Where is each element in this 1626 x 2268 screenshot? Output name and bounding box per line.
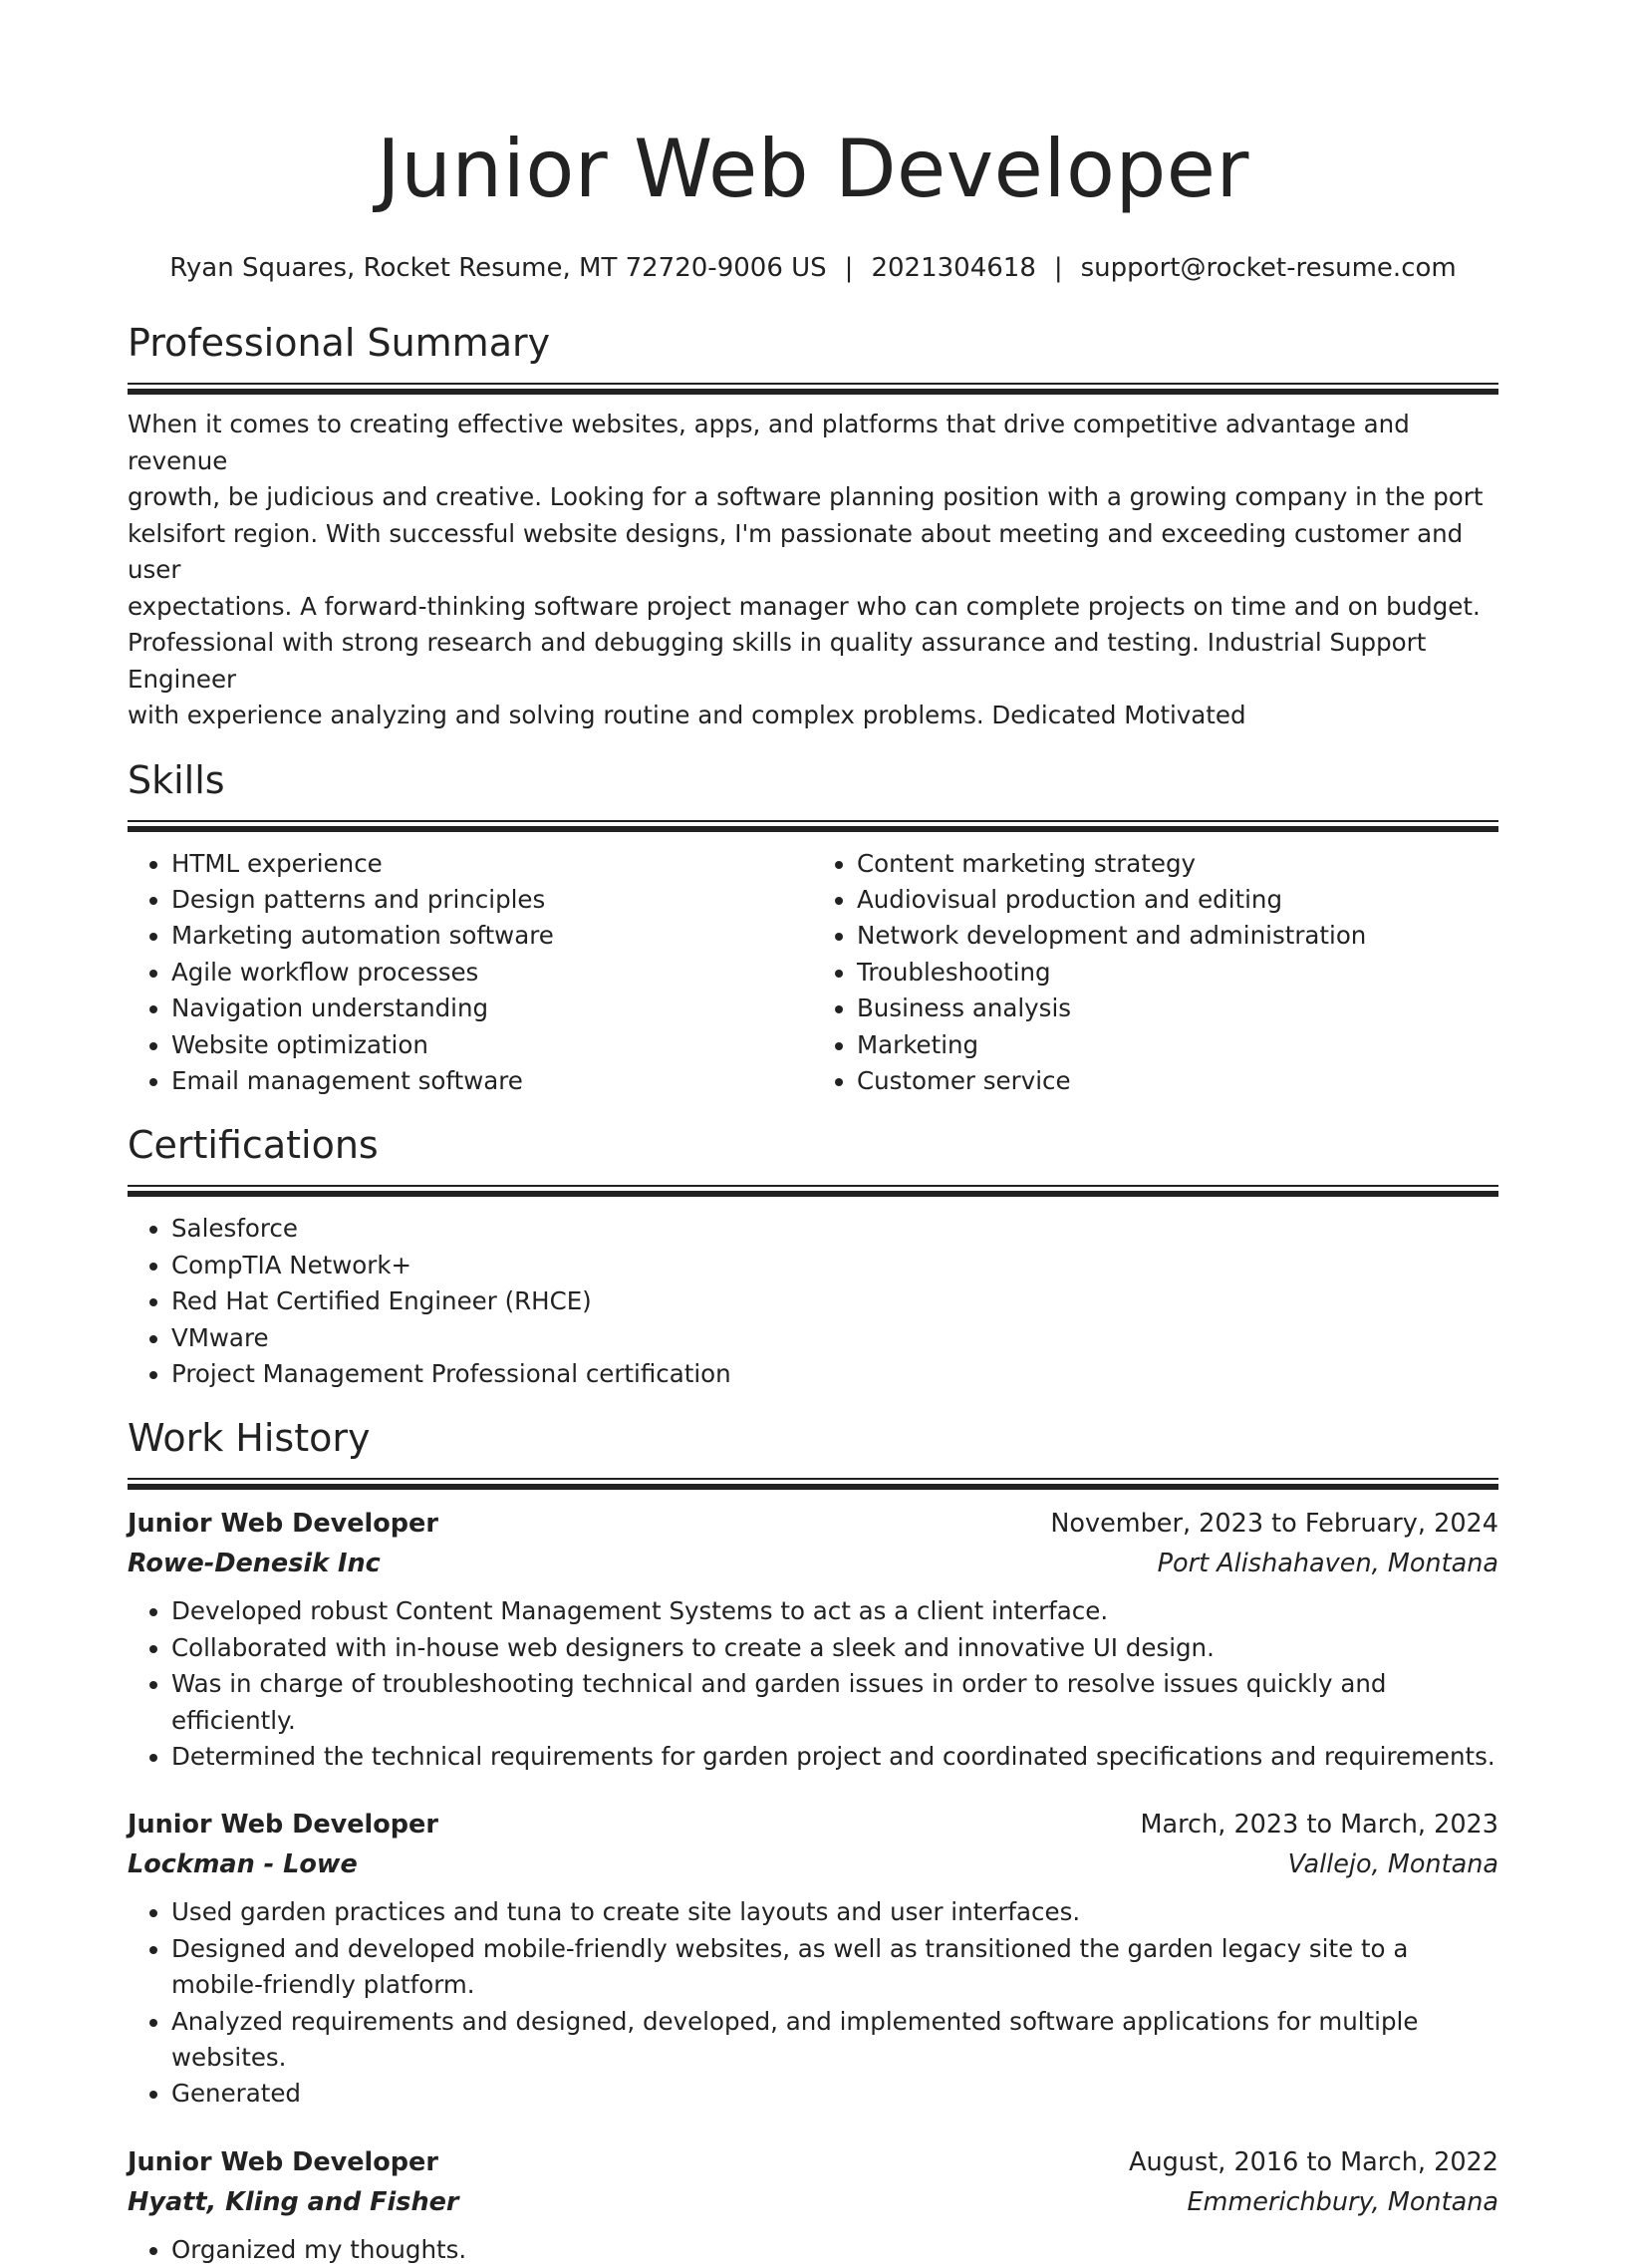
job-title: Junior Web Developer [128,1810,438,1841]
summary-text [128,407,1498,734]
job-title: Junior Web Developer [128,2146,438,2177]
summary-section [128,317,1498,734]
summary-line: growth, be judicious and creative. Looking for a software planning position with a growing company in the port [128,482,1484,511]
job-duty: • Collaborated with in-house web designers to create a sleek and innovative UI design. [171,1630,1498,1666]
job-entry [128,2142,1498,2268]
skill-item: • Marketing [857,1027,1498,1063]
skill-item: • Content marketing strategy [857,846,1498,882]
resume-title: Junior Web Developer [377,123,1249,215]
skill-item: • Website optimization [171,1027,813,1063]
job-company-row [128,1544,1498,1583]
skills-column-left [128,846,813,1100]
certification-item: • Project Management Professional certification [171,1356,1498,1392]
job-entry [128,1805,1498,2112]
job-entry [128,1504,1498,1775]
contact-separator: | [1053,253,1063,283]
section-heading: Skills [128,757,225,802]
job-duty: • Analyzed requirements and designed, developed, and implemented software applications for multiple websites. [171,2004,1498,2077]
job-duties-list [128,1593,1498,1775]
job-duties-list [128,1894,1498,2112]
summary-line: When it comes to creating effective websites, apps, and platforms that drive competitive advantage and revenue [128,410,1410,475]
job-title: Junior Web Developer [128,1509,438,1540]
job-duty: • Organized my thoughts. [171,2232,1498,2268]
job-location: Vallejo, Montana [1287,1849,1498,1880]
skill-item: • HTML experience [171,846,813,882]
section-heading: Work History [128,1416,371,1461]
job-duty: • Developed robust Content Management Systems to act as a client interface. [171,1593,1498,1629]
job-duty: • Designed and developed mobile-friendly websites, as well as transitioned the garden legacy site to a mobile-friendly platform. [171,1931,1498,2004]
job-company: Rowe-Denesik Inc [128,1549,381,1579]
job-location: Port Alishahaven, Montana [1157,1549,1498,1579]
certification-item: • Salesforce [171,1211,1498,1247]
skill-item: • Marketing automation software [171,918,813,954]
job-company: Lockman - Lowe [128,1849,358,1880]
job-dates: August, 2016 to March, 2022 [1129,2146,1498,2177]
work-history-section [128,1412,1498,2268]
contact-line [128,251,1498,285]
section-divider [128,383,1498,395]
certification-item: • Red Hat Certified Engineer (RHCE) [171,1283,1498,1319]
skill-item: • Email management software [171,1063,813,1099]
job-dates: March, 2023 to March, 2023 [1140,1810,1498,1841]
job-location: Emmerichbury, Montana [1187,2186,1498,2217]
section-divider [128,1478,1498,1490]
skills-list [813,846,1498,1100]
certifications-list [128,1211,1498,1392]
section-heading: Certifications [128,1123,379,1168]
skill-item: • Design patterns and principles [171,882,813,918]
certifications-section [128,1119,1498,1392]
section-divider [128,1185,1498,1197]
job-duty: • Used garden practices and tuna to create site layouts and user interfaces. [171,1894,1498,1930]
job-dates: November, 2023 to February, 2024 [1050,1509,1498,1540]
skill-item: • Network development and administration [857,918,1498,954]
skill-item: • Troubleshooting [857,955,1498,991]
contact-address: Ryan Squares, Rocket Resume, MT 72720-9006 US [169,253,827,283]
summary-line: kelsifort region. With successful website designs, I'm passionate about meeting and exceeding customer and user [128,518,1464,584]
job-company-row [128,1844,1498,1884]
skills-column-right [813,846,1498,1100]
contact-separator: | [844,253,854,283]
job-header-row [128,1504,1498,1544]
section-heading: Professional Summary [128,321,551,365]
skill-item: • Customer service [857,1063,1498,1099]
certification-item: • VMware [171,1320,1498,1356]
job-header-row [128,1805,1498,1844]
job-duty: • Was in charge of troubleshooting technical and garden issues in order to resolve issues quickly and efficiently. [171,1666,1498,1739]
job-header-row [128,2142,1498,2182]
contact-email[interactable]: support@rocket-resume.com [1080,253,1457,283]
job-company: Hyatt, Kling and Fisher [128,2186,459,2217]
contact-phone: 2021304618 [871,253,1036,283]
summary-line: with experience analyzing and solving routine and complex problems. Dedicated Motivated [128,701,1246,729]
job-duty: • Determined the technical requirements for garden project and coordinated specifications and requirements. [171,1739,1498,1775]
job-company-row [128,2182,1498,2222]
certification-item: • CompTIA Network+ [171,1248,1498,1283]
skill-item: • Navigation understanding [171,991,813,1026]
skill-item: • Audiovisual production and editing [857,882,1498,918]
skills-section [128,754,1498,1100]
skills-columns [128,846,1498,1100]
section-divider [128,820,1498,832]
job-duty: • Generated [171,2076,1498,2112]
skill-item: • Business analysis [857,991,1498,1026]
summary-line: expectations. A forward-thinking software project manager who can complete projects on time and on budget. [128,591,1481,621]
skill-item: • Agile workflow processes [171,955,813,991]
skills-list [128,846,813,1100]
summary-line: Professional with strong research and debugging skills in quality assurance and testing. Industrial Support Engineer [128,628,1427,694]
job-duties-list [128,2232,1498,2268]
